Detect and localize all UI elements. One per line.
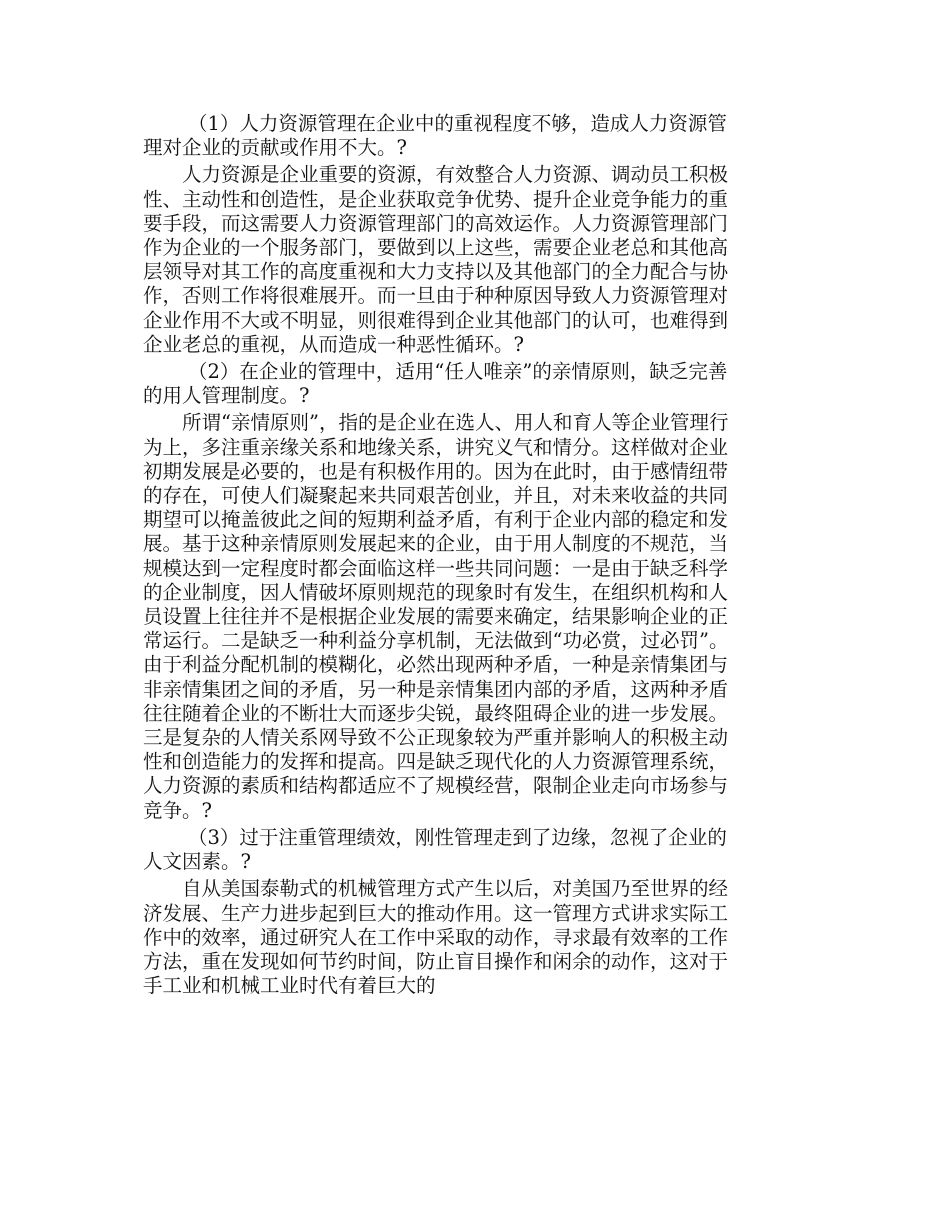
- body-paragraph-1: 人力资源是企业重要的资源，有效整合人力资源、调动员工积极性、主动性和创造性，是企业获取竞争优势、提升企业竞争能力的重要手段，而这需要人力资源管理部门的高效运作。人力资源管理部门作为企业的一个服务部门，要做到以上这些，需要企业老总和其他高层领导对其工作的高度重视和大力支持以及其他部门的全力配合与协作，否则工作将很难展开。而一旦由于种种原因导致人力资源管理对企业作用不大或不明显，则很难得到企业其他部门的认可，也难得到企业老总的重视，从而造成一种恶性循环。?: [143, 163, 729, 356]
- section-heading-2: （2）在企业的管理中，适用“任人唯亲”的亲情原则，缺乏完善的用人管理制度。?: [143, 360, 728, 408]
- body-paragraph-3: 自从美国泰勒式的机械管理方式产生以后，对美国乃至世界的经济发展、生产力进步起到巨大的推动作用。这一管理方式讲求实际工作中的效率，通过研究人在工作中采取的动作，寻求最有效率的工作方法，重在发现如何节约时间，防止盲目操作和闲余的动作，这对于手工业和机械工业时代有着巨大的: [143, 877, 729, 998]
- section-heading-3: （3）过于注重管理绩效，刚性管理走到了边缘，忽视了企业的人文因素。?: [143, 825, 727, 874]
- document-page: [143, 112, 743, 1001]
- section-heading-1: （1）人力资源管理在企业中的重视程度不够，造成人力资源管理对企业的贡献或作用不大。?: [143, 112, 727, 160]
- body-paragraph-2: 所谓“亲情原则”，指的是企业在选人、用人和育人等企业管理行为上，多注重亲缘关系和地缘关系，讲究义气和情分。这样做对企业初期发展是必要的，也是有积极作用的。因为在此时，由于感情纽带的存在，可使人们凝聚起来共同艰苦创业，并且，对未来收益的共同期望可以掩盖彼此之间的短期利益矛盾，有利于企业内部的稳定和发展。基于这种亲情原则发展起来的企业，由于用人制度的不规范，当规模达到一定程度时都会面临这样一些共同问题：一是由于缺乏科学的企业制度，因人情破坏原则规范的现象时有发生，在组织机构和人员设置上往往并不是根据企业发展的需要来确定，结果影响企业的正常运行。二是缺乏一种利益分享机制，无法做到“功必赏，过必罚”。由于利益分配机制的模糊化，必然出现两种矛盾，一种是亲情集团与非亲情集团之间的矛盾，另一种是亲情集团内部的矛盾，这两种矛盾往往随着企业的不断壮大而逐步尖锐，最终阻碍企业的进一步发展。三是复杂的人情关系网导致不公正现象较为严重并影响人的积极主动性和创造能力的发挥和提高。四是缺乏现代化的人力资源管理系统，人力资源的素质和结构都适应不了规模经营，限制企业走向市场参与竞争。?: [143, 411, 729, 822]
